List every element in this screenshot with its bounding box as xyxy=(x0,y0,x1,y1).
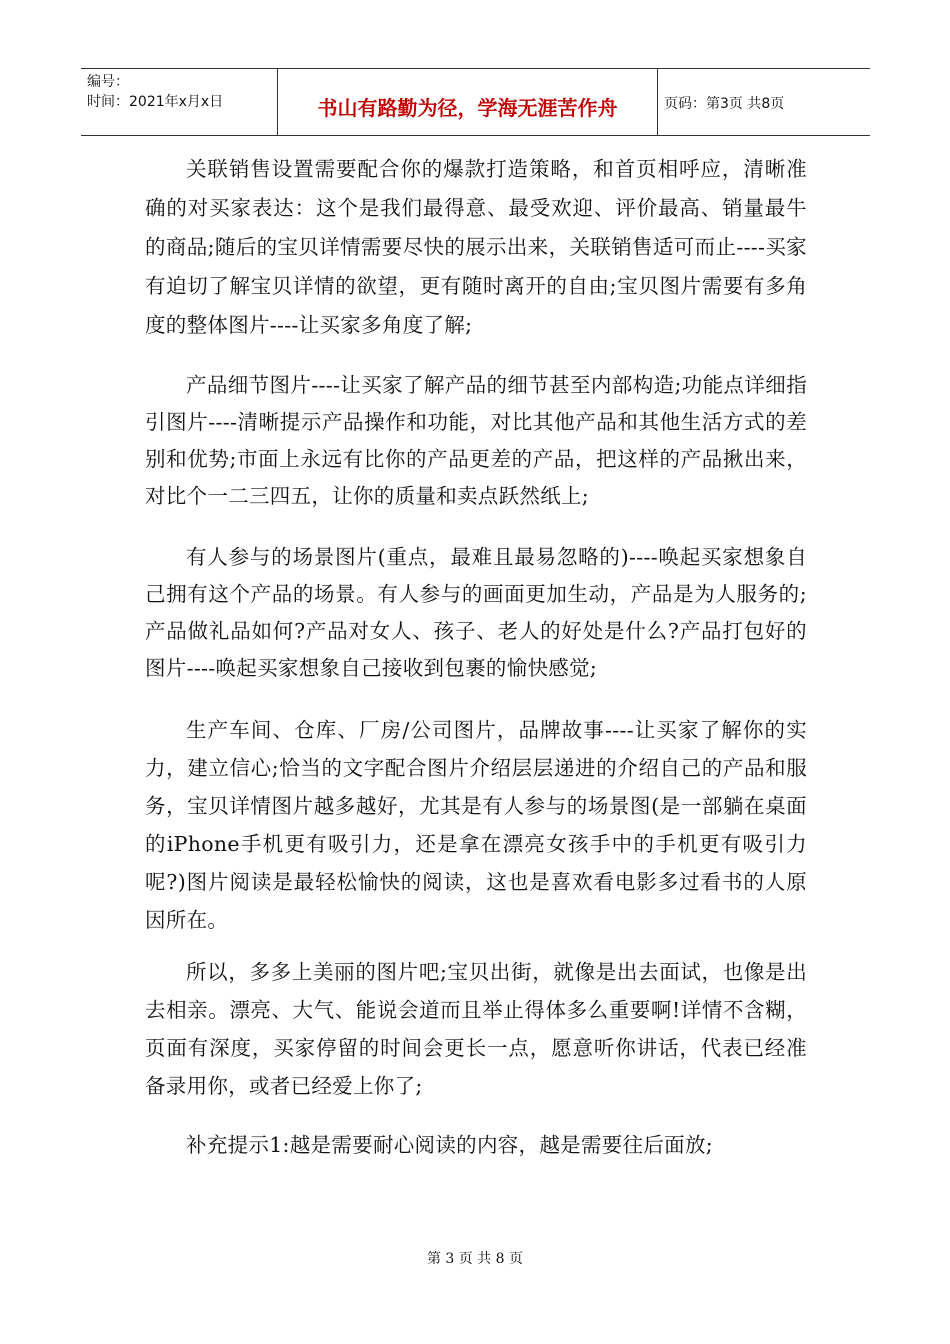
page-footer: 第 3 页 共 8 页 xyxy=(426,1251,524,1267)
paragraph-factory-brand: 生产车间、仓库、厂房/公司图片，品牌故事----让买家了解你的实力，建立信心;恰当的文字配合图片介绍层层递进的介绍自己的产品和服务，宝贝详情图片越多越好，尤其是有人参与的场景图(是一部躺在桌面的iPhone手机更有吸引力，还是拿在漂亮女孩手中的手机更有吸引力呢?)图片阅读是最轻松愉快的阅读，这也是喜欢看电影多过看书的人原因所在。 xyxy=(145,718,807,932)
paragraph-product-details: 产品细节图片----让买家了解产品的细节甚至内部构造;功能点详细指引图片----清晰提示产品操作和功能，对比其他产品和其他生活方式的差别和优势;市面上永远有比你的产品更差的产品，把这样的产品揪出来，对比个一二三四五，让你的质量和卖点跃然纸上; xyxy=(145,373,807,508)
header-page-number: 页码：第3页 共8页 xyxy=(664,96,785,112)
document-time-label: 时间：2021年x月x日 xyxy=(87,94,224,110)
paragraph-beautiful-images: 所以，多多上美丽的图片吧;宝贝出街，就像是出去面试，也像是出去相亲。漂亮、大气、能说会道而且举止得体多么重要啊!详情不含糊，页面有深度，买家停留的时间会更长一点，愿意听你讲话，代表已经准备录用你，或者已经爱上你了; xyxy=(145,960,807,1098)
page-header xyxy=(81,68,870,136)
paragraph-related-sales: 关联销售设置需要配合你的爆款打造策略，和首页相呼应，清晰准确的对买家表达：这个是我们最得意、最受欢迎、评价最高、销量最牛的商品;随后的宝贝详情需要尽快的展示出来，关联销售适可而止----买家有迫切了解宝贝详情的欲望，更有随时离开的自由;宝贝图片需要有多角度的整体图片----让买家多角度了解; xyxy=(145,157,807,337)
document-number-label: 编号： xyxy=(87,74,129,90)
paragraph-scene-images: 有人参与的场景图片(重点，最难且最易忽略的)----唤起买家想象自己拥有这个产品的场景。有人参与的画面更加生动，产品是为人服务的;产品做礼品如何?产品对女人、孩子、老人的好处是什么?产品打包好的图片----唤起买家想象自己接收到包裹的愉快感觉; xyxy=(145,545,807,680)
paragraph-tip-1: 补充提示1:越是需要耐心阅读的内容，越是需要往后面放; xyxy=(186,1133,713,1157)
document-body xyxy=(145,150,807,1163)
header-motto: 书山有路勤为径，学海无涯苦作舟 xyxy=(278,69,658,135)
header-meta xyxy=(81,69,278,135)
